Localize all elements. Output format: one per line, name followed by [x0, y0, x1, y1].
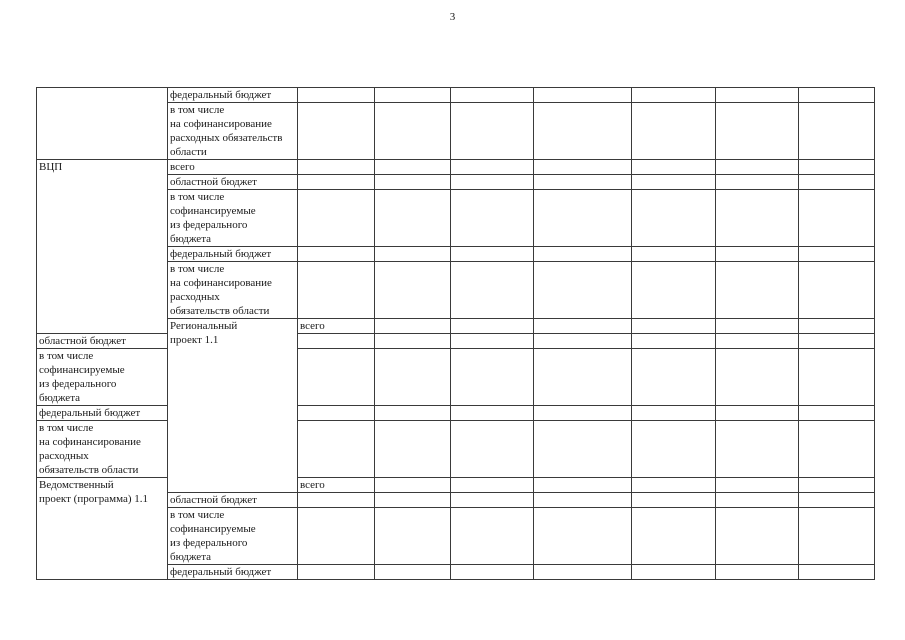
- value-cell: [632, 319, 716, 334]
- value-cell: [375, 349, 451, 406]
- value-cell: [451, 334, 534, 349]
- value-cell: [799, 247, 875, 262]
- value-cell: [298, 334, 375, 349]
- value-cell: [716, 334, 799, 349]
- value-cell: [298, 421, 375, 478]
- value-cell: [534, 88, 632, 103]
- item-name-cell: ВЦП: [37, 160, 168, 334]
- value-cell: [799, 160, 875, 175]
- value-cell: [799, 493, 875, 508]
- value-cell: [534, 190, 632, 247]
- value-cell: [534, 103, 632, 160]
- value-cell: [716, 103, 799, 160]
- table-row: [37, 88, 875, 103]
- table-row: [37, 421, 875, 478]
- funding-source-cell: в том числе на софинансирование расходных обязательств области: [168, 262, 298, 319]
- value-cell: [534, 406, 632, 421]
- value-cell: [451, 349, 534, 406]
- value-cell: [799, 349, 875, 406]
- value-cell: [451, 478, 534, 493]
- funding-source-cell: в том числе софинансируемые из федерального бюджета: [168, 190, 298, 247]
- value-cell: [298, 262, 375, 319]
- item-name-cell: [37, 88, 168, 160]
- value-cell: [632, 160, 716, 175]
- value-cell: [451, 406, 534, 421]
- funding-source-cell: федеральный бюджет: [168, 565, 298, 580]
- value-cell: [534, 247, 632, 262]
- value-cell: [632, 565, 716, 580]
- value-cell: [799, 319, 875, 334]
- value-cell: [298, 88, 375, 103]
- value-cell: [298, 508, 375, 565]
- value-cell: [716, 262, 799, 319]
- item-name-cell: Региональный проект 1.1: [168, 319, 298, 493]
- value-cell: [716, 565, 799, 580]
- value-cell: [451, 262, 534, 319]
- value-cell: [375, 565, 451, 580]
- value-cell: [716, 421, 799, 478]
- value-cell: [716, 493, 799, 508]
- item-name-cell: Ведомственный проект (программа) 1.1: [37, 478, 168, 580]
- value-cell: [375, 175, 451, 190]
- value-cell: [375, 421, 451, 478]
- value-cell: [799, 334, 875, 349]
- value-cell: [799, 478, 875, 493]
- value-cell: [632, 421, 716, 478]
- table-row: [37, 478, 875, 493]
- budget-table: [36, 87, 875, 580]
- value-cell: [451, 175, 534, 190]
- value-cell: [451, 160, 534, 175]
- value-cell: [799, 406, 875, 421]
- table-row: [37, 334, 875, 349]
- budget-table-body: [37, 88, 875, 580]
- value-cell: [298, 349, 375, 406]
- funding-source-cell: в том числе софинансируемые из федерального бюджета: [168, 508, 298, 565]
- table-row: [37, 406, 875, 421]
- value-cell: [375, 190, 451, 247]
- value-cell: [375, 478, 451, 493]
- funding-source-cell: всего: [298, 319, 375, 334]
- funding-source-cell: всего: [168, 160, 298, 175]
- value-cell: [534, 421, 632, 478]
- value-cell: [375, 262, 451, 319]
- value-cell: [632, 88, 716, 103]
- value-cell: [632, 190, 716, 247]
- value-cell: [534, 478, 632, 493]
- value-cell: [534, 175, 632, 190]
- funding-source-cell: в том числе на софинансирование расходных обязательств области: [168, 103, 298, 160]
- value-cell: [375, 334, 451, 349]
- value-cell: [451, 319, 534, 334]
- value-cell: [716, 508, 799, 565]
- value-cell: [298, 565, 375, 580]
- funding-source-cell: федеральный бюджет: [168, 88, 298, 103]
- value-cell: [632, 493, 716, 508]
- value-cell: [799, 103, 875, 160]
- value-cell: [799, 565, 875, 580]
- value-cell: [534, 493, 632, 508]
- value-cell: [298, 160, 375, 175]
- value-cell: [632, 508, 716, 565]
- value-cell: [451, 493, 534, 508]
- funding-source-cell: областной бюджет: [37, 334, 168, 349]
- value-cell: [716, 247, 799, 262]
- funding-source-cell: областной бюджет: [168, 493, 298, 508]
- funding-source-cell: в том числе софинансируемые из федерального бюджета: [37, 349, 168, 406]
- value-cell: [632, 175, 716, 190]
- value-cell: [716, 319, 799, 334]
- value-cell: [534, 565, 632, 580]
- funding-source-cell: федеральный бюджет: [168, 247, 298, 262]
- value-cell: [298, 103, 375, 160]
- value-cell: [534, 508, 632, 565]
- value-cell: [799, 190, 875, 247]
- value-cell: [298, 190, 375, 247]
- value-cell: [375, 88, 451, 103]
- value-cell: [799, 262, 875, 319]
- funding-source-cell: областной бюджет: [168, 175, 298, 190]
- value-cell: [375, 103, 451, 160]
- value-cell: [632, 478, 716, 493]
- value-cell: [451, 190, 534, 247]
- table-row: [37, 349, 875, 406]
- table-row: [37, 160, 875, 175]
- value-cell: [375, 406, 451, 421]
- value-cell: [451, 565, 534, 580]
- value-cell: [534, 160, 632, 175]
- value-cell: [298, 493, 375, 508]
- page-number: 3: [449, 11, 456, 23]
- value-cell: [799, 88, 875, 103]
- value-cell: [534, 334, 632, 349]
- value-cell: [298, 406, 375, 421]
- funding-source-cell: федеральный бюджет: [37, 406, 168, 421]
- value-cell: [632, 103, 716, 160]
- value-cell: [632, 349, 716, 406]
- value-cell: [375, 493, 451, 508]
- value-cell: [799, 421, 875, 478]
- value-cell: [298, 247, 375, 262]
- value-cell: [375, 508, 451, 565]
- value-cell: [716, 406, 799, 421]
- value-cell: [534, 349, 632, 406]
- value-cell: [451, 421, 534, 478]
- value-cell: [632, 406, 716, 421]
- value-cell: [632, 247, 716, 262]
- value-cell: [375, 160, 451, 175]
- value-cell: [451, 508, 534, 565]
- value-cell: [451, 247, 534, 262]
- value-cell: [375, 319, 451, 334]
- value-cell: [375, 247, 451, 262]
- value-cell: [451, 103, 534, 160]
- value-cell: [716, 190, 799, 247]
- value-cell: [716, 175, 799, 190]
- value-cell: [716, 88, 799, 103]
- value-cell: [632, 262, 716, 319]
- value-cell: [298, 175, 375, 190]
- value-cell: [451, 88, 534, 103]
- value-cell: [716, 160, 799, 175]
- value-cell: [632, 334, 716, 349]
- value-cell: [716, 478, 799, 493]
- value-cell: [799, 508, 875, 565]
- funding-source-cell: в том числе на софинансирование расходных обязательств области: [37, 421, 168, 478]
- funding-source-cell: всего: [298, 478, 375, 493]
- value-cell: [799, 175, 875, 190]
- value-cell: [716, 349, 799, 406]
- value-cell: [534, 319, 632, 334]
- value-cell: [534, 262, 632, 319]
